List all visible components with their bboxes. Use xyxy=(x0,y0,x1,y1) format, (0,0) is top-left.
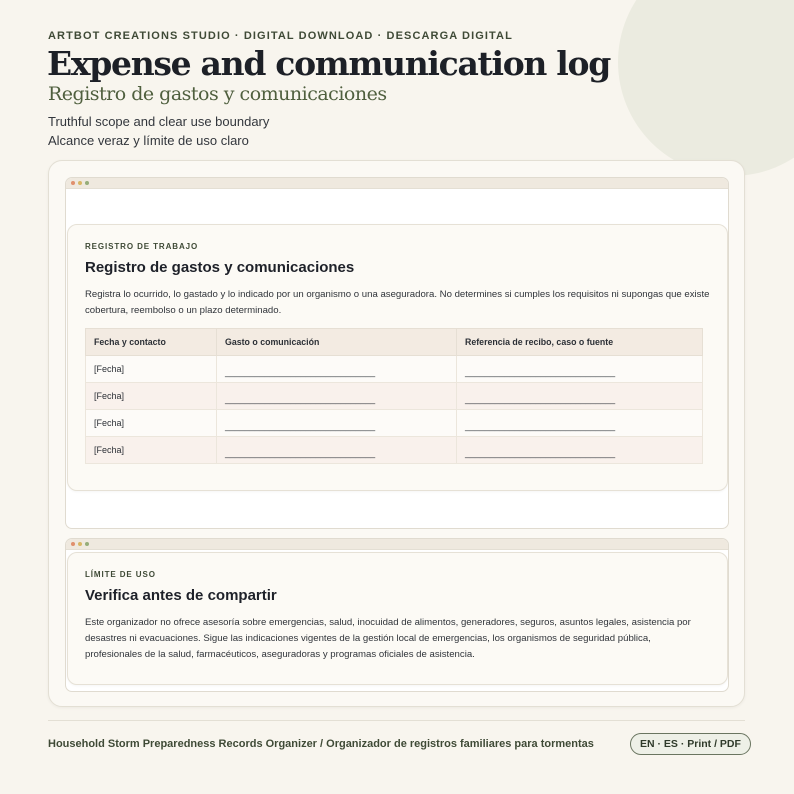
expense-blank-line: ______________________________ xyxy=(225,394,376,404)
table-header-row xyxy=(86,329,703,356)
expense-blank-line: ______________________________ xyxy=(225,421,376,431)
use-limit-label: LÍMITE DE USO xyxy=(85,570,156,579)
expense-cell[interactable] xyxy=(217,383,457,410)
expense-cell[interactable] xyxy=(217,437,457,464)
page-subtitle: Registro de gastos y comunicaciones xyxy=(48,83,387,105)
window-titlebar xyxy=(66,539,728,550)
use-limit-panel xyxy=(67,552,728,685)
close-dot-icon xyxy=(71,181,75,185)
date-cell[interactable]: [Fecha] xyxy=(86,383,217,410)
work-log-window xyxy=(65,177,729,529)
footer-divider xyxy=(48,720,745,721)
studio-eyebrow: ARTBOT CREATIONS STUDIO · DIGITAL DOWNLOAD · DESCARGA DIGITAL xyxy=(48,30,513,42)
preview-card xyxy=(48,160,745,707)
use-limit-title: Verifica antes de compartir xyxy=(85,587,277,604)
column-header-expense: Gasto o comunicación xyxy=(217,329,457,356)
expense-log-table xyxy=(85,328,703,464)
product-name: Household Storm Preparedness Records Organizer / Organizador de registros familiares para tormentas xyxy=(48,738,594,750)
minimize-dot-icon xyxy=(78,181,82,185)
minimize-dot-icon xyxy=(78,542,82,546)
table-row xyxy=(86,437,703,464)
table-row xyxy=(86,356,703,383)
use-limit-description: Este organizador no ofrece asesoría sobre emergencias, salud, inocuidad de alimentos, generadores, seguros, asuntos legales, asistencia por desastres ni evacuaciones. Sigue las indicaciones vigentes de la gestión local de emergencias, los organismos de seguridad pública, profesionales de la salud, farmacéuticos, aseguradoras y programas oficiales de asistencia. xyxy=(85,617,691,660)
reference-blank-line: ______________________________ xyxy=(465,448,616,458)
expense-cell[interactable] xyxy=(217,356,457,383)
close-dot-icon xyxy=(71,542,75,546)
expense-cell[interactable] xyxy=(217,410,457,437)
maximize-dot-icon xyxy=(85,181,89,185)
date-cell[interactable]: [Fecha] xyxy=(86,410,217,437)
reference-blank-line: ______________________________ xyxy=(465,421,616,431)
reference-cell[interactable] xyxy=(457,383,703,410)
work-log-label: REGISTRO DE TRABAJO xyxy=(85,242,199,251)
decorative-circle xyxy=(618,0,794,176)
format-badge: EN · ES · Print / PDF xyxy=(630,733,751,755)
reference-cell[interactable] xyxy=(457,410,703,437)
work-log-title: Registro de gastos y comunicaciones xyxy=(85,259,355,276)
table-row xyxy=(86,383,703,410)
date-cell[interactable]: [Fecha] xyxy=(86,437,217,464)
tagline-es: Alcance veraz y límite de uso claro xyxy=(48,133,249,148)
table-row xyxy=(86,410,703,437)
expense-blank-line: ______________________________ xyxy=(225,448,376,458)
reference-blank-line: ______________________________ xyxy=(465,367,616,377)
column-header-reference: Referencia de recibo, caso o fuente xyxy=(457,329,703,356)
window-titlebar xyxy=(66,178,728,189)
work-log-panel xyxy=(67,224,728,491)
date-cell[interactable]: [Fecha] xyxy=(86,356,217,383)
use-limit-window xyxy=(65,538,729,692)
reference-blank-line: ______________________________ xyxy=(465,394,616,404)
maximize-dot-icon xyxy=(85,542,89,546)
tagline-en: Truthful scope and clear use boundary xyxy=(48,114,270,129)
page-title: Expense and communication log xyxy=(47,44,611,83)
reference-cell[interactable] xyxy=(457,437,703,464)
reference-cell[interactable] xyxy=(457,356,703,383)
expense-blank-line: ______________________________ xyxy=(225,367,376,377)
column-header-date-contact: Fecha y contacto xyxy=(86,329,217,356)
work-log-description: Registra lo ocurrido, lo gastado y lo indicado por un organismo o una aseguradora. No determines si cumples los requisitos ni supongas que existe cobertura, reembolso o un plazo determinado. xyxy=(85,289,710,316)
